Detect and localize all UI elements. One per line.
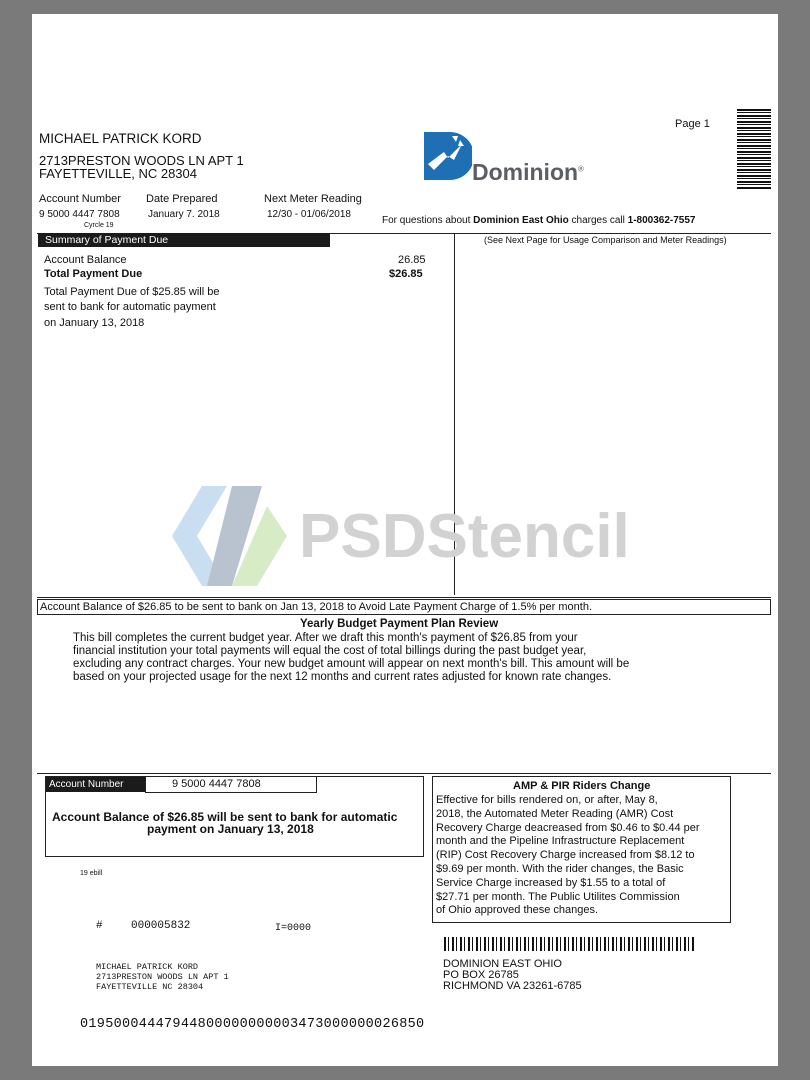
barcode-vertical bbox=[737, 109, 771, 189]
watermark-logo-icon bbox=[172, 486, 302, 586]
page-number: Page 1 bbox=[675, 118, 710, 130]
remit-line-2: PO BOX 26785 bbox=[443, 969, 519, 981]
dominion-logo-text: Dominion® bbox=[472, 159, 584, 185]
riders-line: $9.69 per month. With the rider changes, the Basic bbox=[436, 862, 684, 875]
riders-line: Service Charge increased by $1.55 to a total of bbox=[436, 876, 666, 889]
see-next-page-note: (See Next Page for Usage Comparison and Meter Readings) bbox=[484, 235, 727, 245]
riders-line: $27.71 per month. The Public Utilites Commission bbox=[436, 890, 680, 903]
payment-note-2: sent to bank for automatic payment bbox=[44, 301, 216, 313]
stub-account-value-box: 9 5000 4447 7808 bbox=[145, 776, 317, 793]
account-balance-value: 26.85 bbox=[398, 254, 426, 266]
riders-line: Recovery Charge deacreased from $0.46 to $0.44 per bbox=[436, 821, 700, 834]
hash-mark: # bbox=[96, 920, 103, 932]
i-code: I=0000 bbox=[275, 923, 312, 934]
stub-account-label: Account Number bbox=[46, 777, 146, 792]
riders-line: 2018, the Automated Meter Reading (AMR) Cost bbox=[436, 807, 674, 820]
riders-line: Effective for bills rendered on, or after, May 8, bbox=[436, 794, 658, 806]
watermark-text: PSDStencil bbox=[299, 502, 630, 571]
stub-address-3: FAYETTEVILLE NC 28304 bbox=[96, 982, 204, 992]
customer-address-1: 2713PRESTON WOODS LN APT 1 bbox=[39, 153, 244, 168]
remit-line-1: DOMINION EAST OHIO bbox=[443, 958, 562, 970]
bill-page bbox=[32, 14, 778, 1066]
scan-line: 01950004447944800000000003473000000026850 bbox=[80, 1017, 425, 1032]
next-meter-label: Next Meter Reading bbox=[264, 193, 362, 205]
payment-note-1: Total Payment Due of $25.85 will be bbox=[44, 286, 220, 298]
riders-line: (RIP) Cost Recovery Charge increased from $8.12 to bbox=[436, 849, 695, 862]
stub-address-1: MICHAEL PATRICK KORD bbox=[96, 962, 199, 972]
total-payment-value: $26.85 bbox=[389, 268, 423, 280]
budget-title: Yearly Budget Payment Plan Review bbox=[300, 618, 499, 630]
sequence-number: 000005832 bbox=[131, 920, 191, 932]
account-balance-label: Account Balance bbox=[44, 254, 127, 266]
stub-message-2: payment on January 13, 2018 bbox=[147, 822, 314, 836]
balance-notice-box: Account Balance of $26.85 to be sent to bank on Jan 13, 2018 to Avoid Late Payment Charge of 1.5% per month. bbox=[37, 599, 771, 615]
tear-line bbox=[37, 773, 771, 774]
budget-line-3: excluding any contract charges. Your new budget amount will appear on next month's bill. This amount will be bbox=[73, 658, 630, 670]
customer-address-2: FAYETTEVILLE, NC 28304 bbox=[39, 166, 197, 181]
payment-note-3: on January 13, 2018 bbox=[44, 317, 145, 329]
account-number-label: Account Number bbox=[39, 193, 121, 205]
next-meter-value: 12/30 - 01/06/2018 bbox=[267, 209, 351, 220]
questions-line: For questions about Dominion East Ohio charges call 1-800362-7557 bbox=[382, 215, 696, 226]
total-payment-label: Total Payment Due bbox=[44, 268, 143, 280]
ebill-code: 19 ebill bbox=[80, 870, 103, 877]
riders-line: of Ohio approved these changes. bbox=[436, 904, 599, 917]
riders-line: month and the Pipeline Infrastructure Replacement bbox=[436, 835, 685, 848]
stub-address-2: 2713PRESTON WOODS LN APT 1 bbox=[96, 972, 229, 982]
riders-body bbox=[436, 794, 700, 918]
divider-notice-top bbox=[37, 597, 771, 598]
postal-barcode bbox=[444, 937, 696, 951]
account-number-value: 9 5000 4447 7808 bbox=[39, 209, 120, 220]
budget-line-4: based on your projected usage for the next 12 months and current rates adjusted for known rate changes. bbox=[73, 671, 612, 683]
budget-line-1: This bill completes the current budget year. After we draft this month's payment of $26.85 from your bbox=[73, 632, 578, 644]
riders-title: AMP & PIR Riders Change bbox=[513, 780, 651, 792]
stub-message-1: Account Balance of $26.85 will be sent to bank for automatic bbox=[52, 810, 398, 824]
customer-name: MICHAEL PATRICK KORD bbox=[39, 131, 202, 146]
summary-header: Summary of Payment Due bbox=[38, 233, 330, 247]
date-prepared-value: January 7. 2018 bbox=[148, 209, 220, 220]
cycle-label: Cyrcle 19 bbox=[84, 222, 114, 229]
budget-line-2: financial institution your total payments will equal the cost of total billings during the past budget year, bbox=[73, 645, 587, 657]
date-prepared-label: Date Prepared bbox=[146, 193, 218, 205]
dominion-logo-icon bbox=[422, 130, 472, 182]
remit-line-3: RICHMOND VA 23261-6785 bbox=[443, 980, 582, 992]
